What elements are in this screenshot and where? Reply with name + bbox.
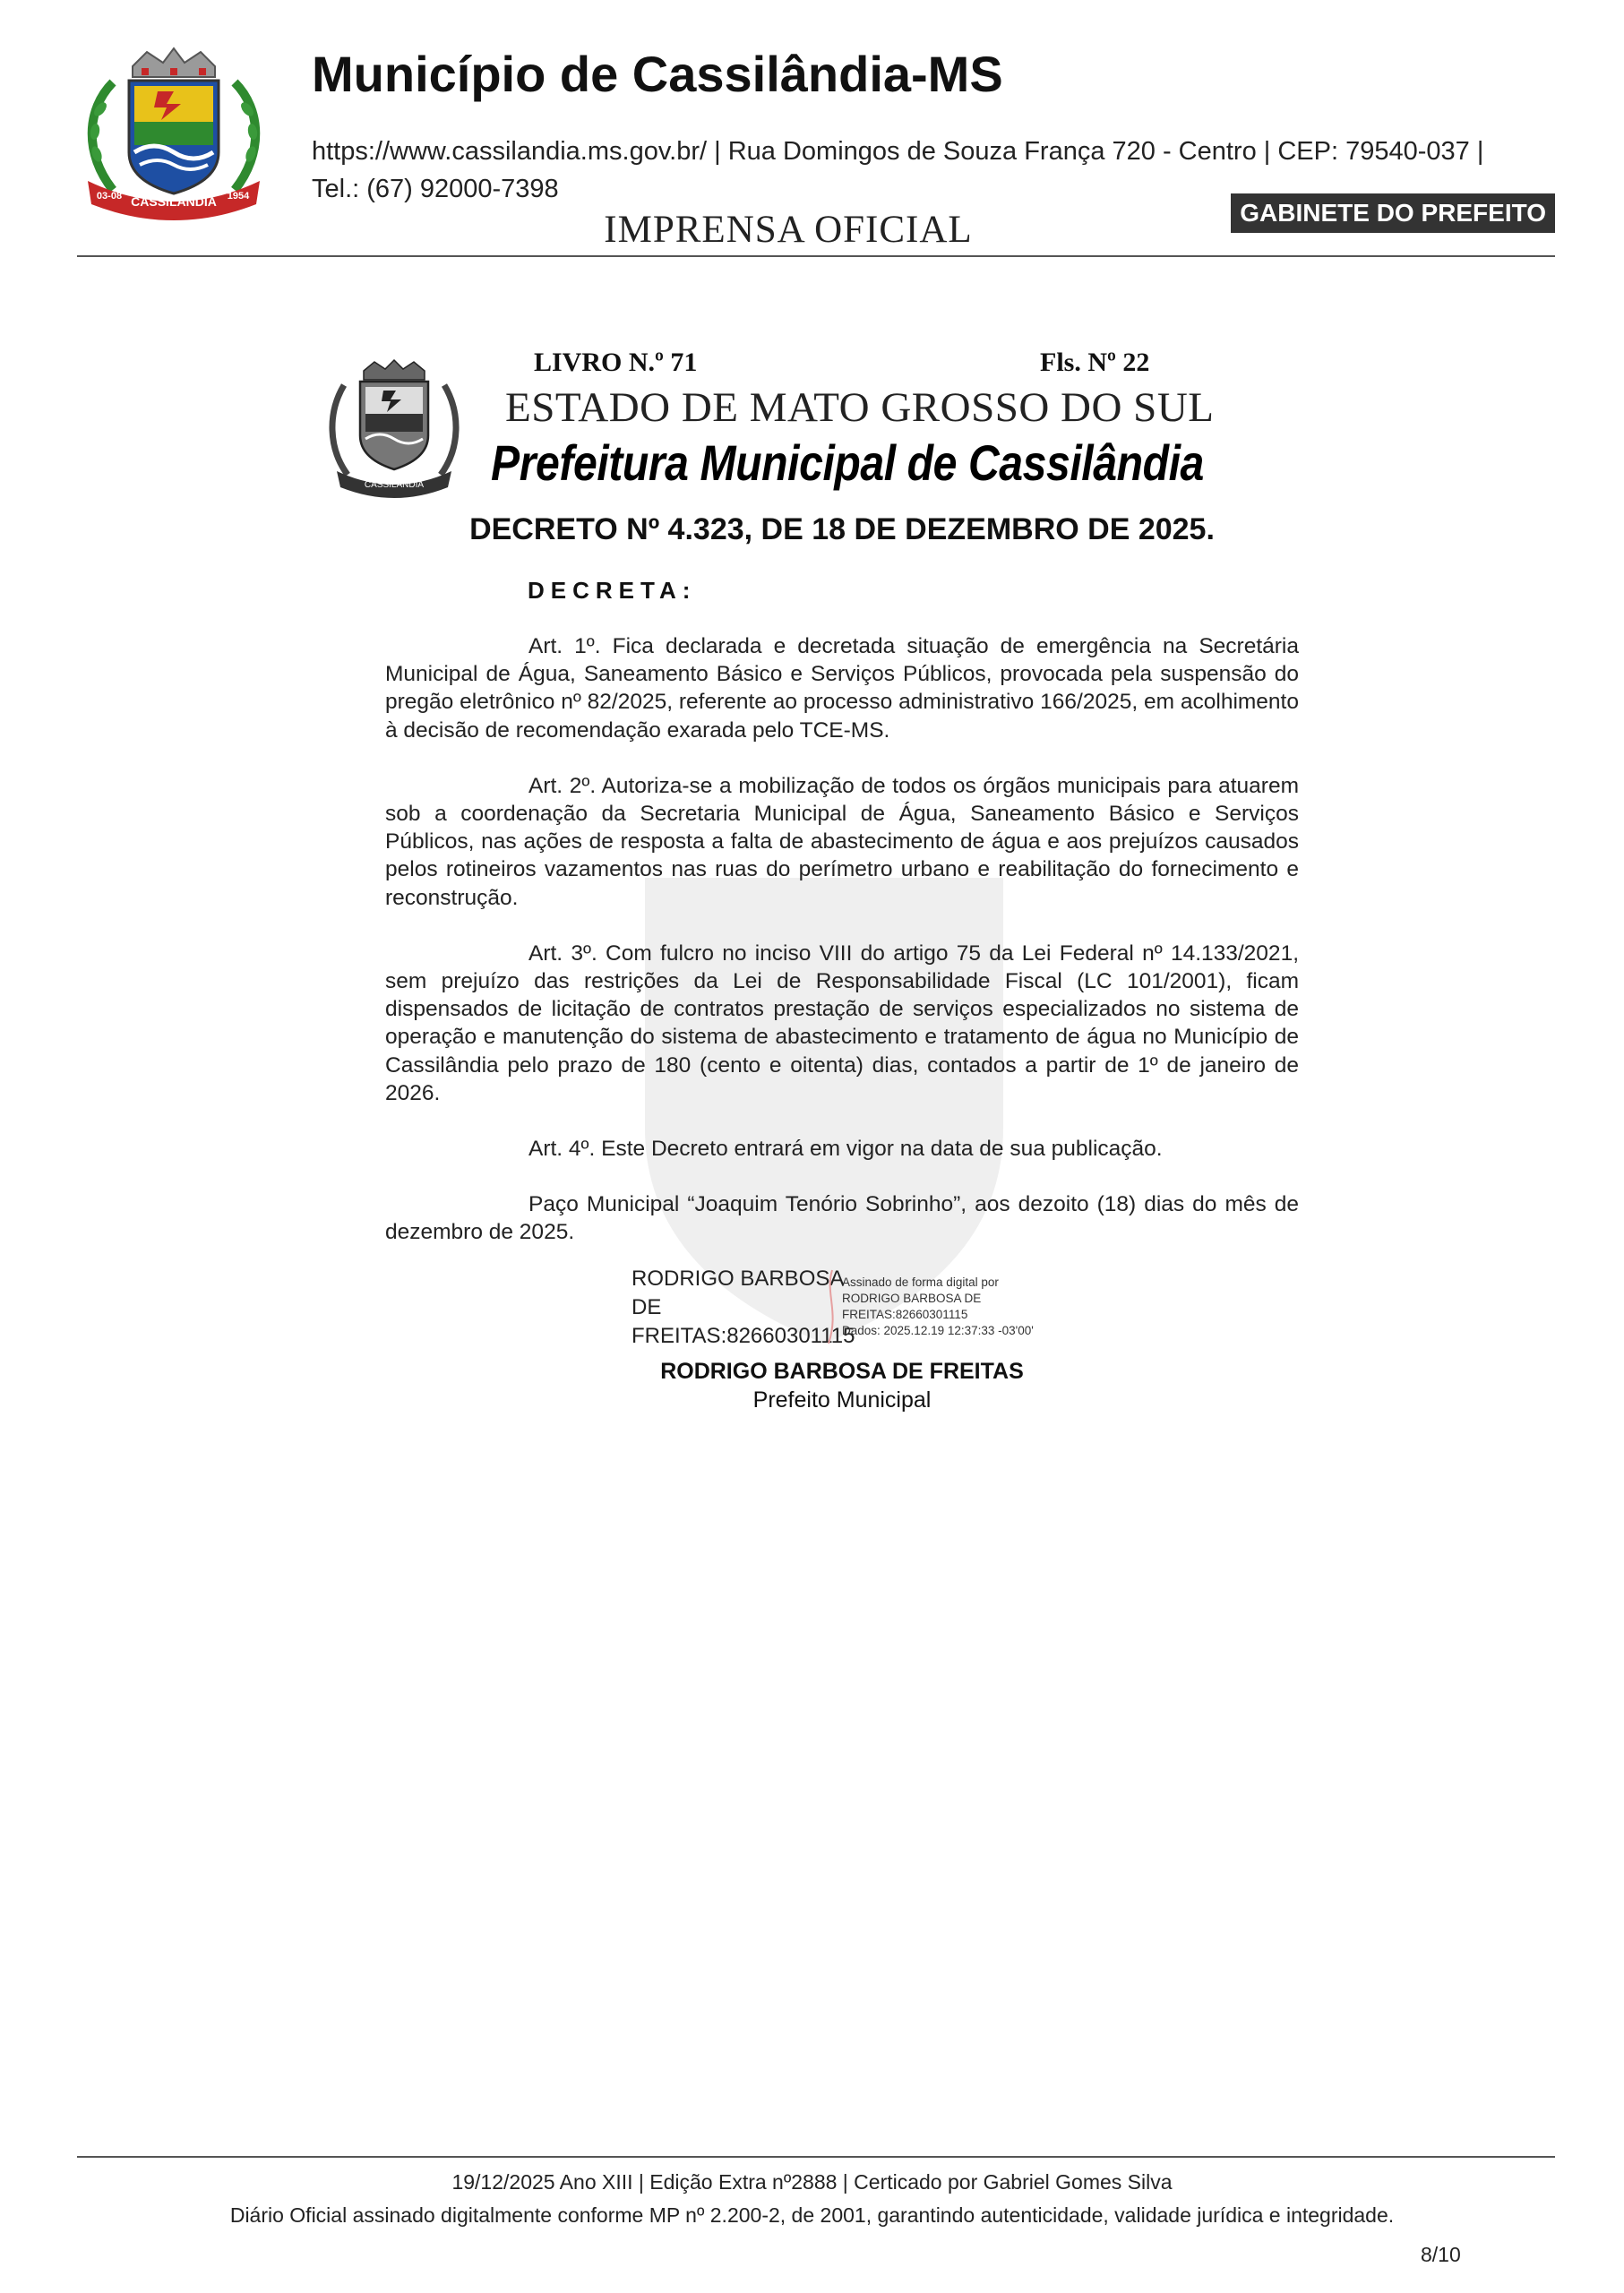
contact-line-phone: Tel.: (67) 92000-7398: [312, 175, 559, 203]
article-1: Art. 1º. Fica declarada e decretada situação de emergência na Secretária Municipal de Água, Saneamento Básico e Serviços Públicos, provocada pela suspensão do pregão eletrônico nº 82/2025, referente ao processo administrativo 166/2025, em acolhimento à decisão de recomendação exarada pelo TCE-MS.: [385, 634, 1299, 743]
certificate-line: FREITAS:82660301115: [842, 1308, 968, 1321]
prefecture-heading: Prefeitura Municipal de Cassilândia: [491, 434, 1204, 491]
certificate-line: Dados: 2025.12.19 12:37:33 -03'00': [842, 1324, 1034, 1337]
article-4: Art. 4º. Este Decreto entrará em vigor na data de sua publicação.: [528, 1137, 1163, 1162]
decreta-label: DECRETA:: [528, 577, 697, 604]
signatory-role: Prefeito Municipal: [752, 1387, 932, 1413]
signature-name-line: DE: [632, 1295, 662, 1319]
municipality-title: Município de Cassilândia-MS: [312, 46, 1003, 102]
svg-text:CASSILÂNDIA: CASSILÂNDIA: [131, 194, 217, 209]
article-3: Art. 3º. Com fulcro no inciso VIII do artigo 75 da Lei Federal nº 14.133/2021, sem prejuízo das restrições da Lei de Responsabilidade Fiscal (LC 101/2001), ficam dispensados de licitação de contratos prestação de serviços especializados no sistema de operação e manutenção do sistema de abastecimento e tratamento de água no Município de Cassilândia pelo prazo de 180 (cento e oitenta) dias, contados a partir de 1º de janeiro de 2026.: [385, 940, 1299, 1105]
footer-divider: [77, 2156, 1555, 2158]
signatory-caption: [0, 1357, 1624, 1414]
book-number: LIVRO N.º 71: [534, 348, 698, 377]
footer-edition-info: 19/12/2025 Ano XIII | Edição Extra nº2888 | Certicado por Gabriel Gomes Silva: [451, 2170, 1173, 2194]
certificate-line: Assinado de forma digital por: [842, 1275, 999, 1289]
header-divider: [77, 255, 1555, 257]
signature-stroke-mark: [820, 1267, 843, 1347]
signature-name-line: FREITAS:82660301115: [632, 1324, 855, 1348]
decree-title: DECRETO Nº 4.323, DE 18 DE DEZEMBRO DE 2025.: [469, 512, 1215, 546]
certificate-line: RODRIGO BARBOSA DE: [842, 1292, 982, 1305]
section-title-imprensa-oficial: IMPRENSA OFICIAL: [604, 209, 973, 251]
department-badge: GABINETE DO PREFEITO: [1231, 193, 1555, 233]
svg-text:03-08: 03-08: [96, 191, 123, 202]
signature-name-line: RODRIGO BARBOSA: [632, 1267, 845, 1291]
digital-signature-certificate: [842, 1275, 1034, 1339]
contact-line-website-address: https://www.cassilandia.ms.gov.br/ | Rua Domingos de Souza França 720 - Centro | CEP: 79540-037 |: [312, 137, 1484, 166]
municipal-crest-logo: [77, 47, 271, 222]
article-2: Art. 2º. Autoriza-se a mobilização de todos os órgãos municipais para atuarem sob a coordenação da Secretaria Municipal de Água, Saneamento Básico e Serviços Públicos, nas ações de resposta a falta de abastecimento de água e aos prejuízos causados pelos rotineiros vazamentos nas ruas do perímetro urbano e reabilitação do fornecimento e reconstrução.: [385, 773, 1299, 910]
prefecture-crest-grayscale: [324, 358, 464, 498]
state-heading: ESTADO DE MATO GROSSO DO SUL: [505, 384, 1215, 431]
page-number: 8/10: [1421, 2243, 1461, 2266]
closing-place-date: Paço Municipal “Joaquim Tenório Sobrinho”, aos dezoito (18) dias do mês de dezembro de 2025.: [385, 1192, 1299, 1245]
footer-legal-notice: Diário Oficial assinado digitalmente conforme MP nº 2.200-2, de 2001, garantindo autenticidade, validade jurídica e integridade.: [229, 2203, 1395, 2227]
decree-body: [385, 632, 1299, 1275]
page-sheet-number: Fls. Nº 22: [1040, 348, 1150, 377]
svg-text:CASSILÂNDIA: CASSILÂNDIA: [364, 480, 425, 490]
signatory-name: RODRIGO BARBOSA DE FREITAS: [660, 1359, 1024, 1384]
svg-text:1954: 1954: [227, 191, 250, 202]
